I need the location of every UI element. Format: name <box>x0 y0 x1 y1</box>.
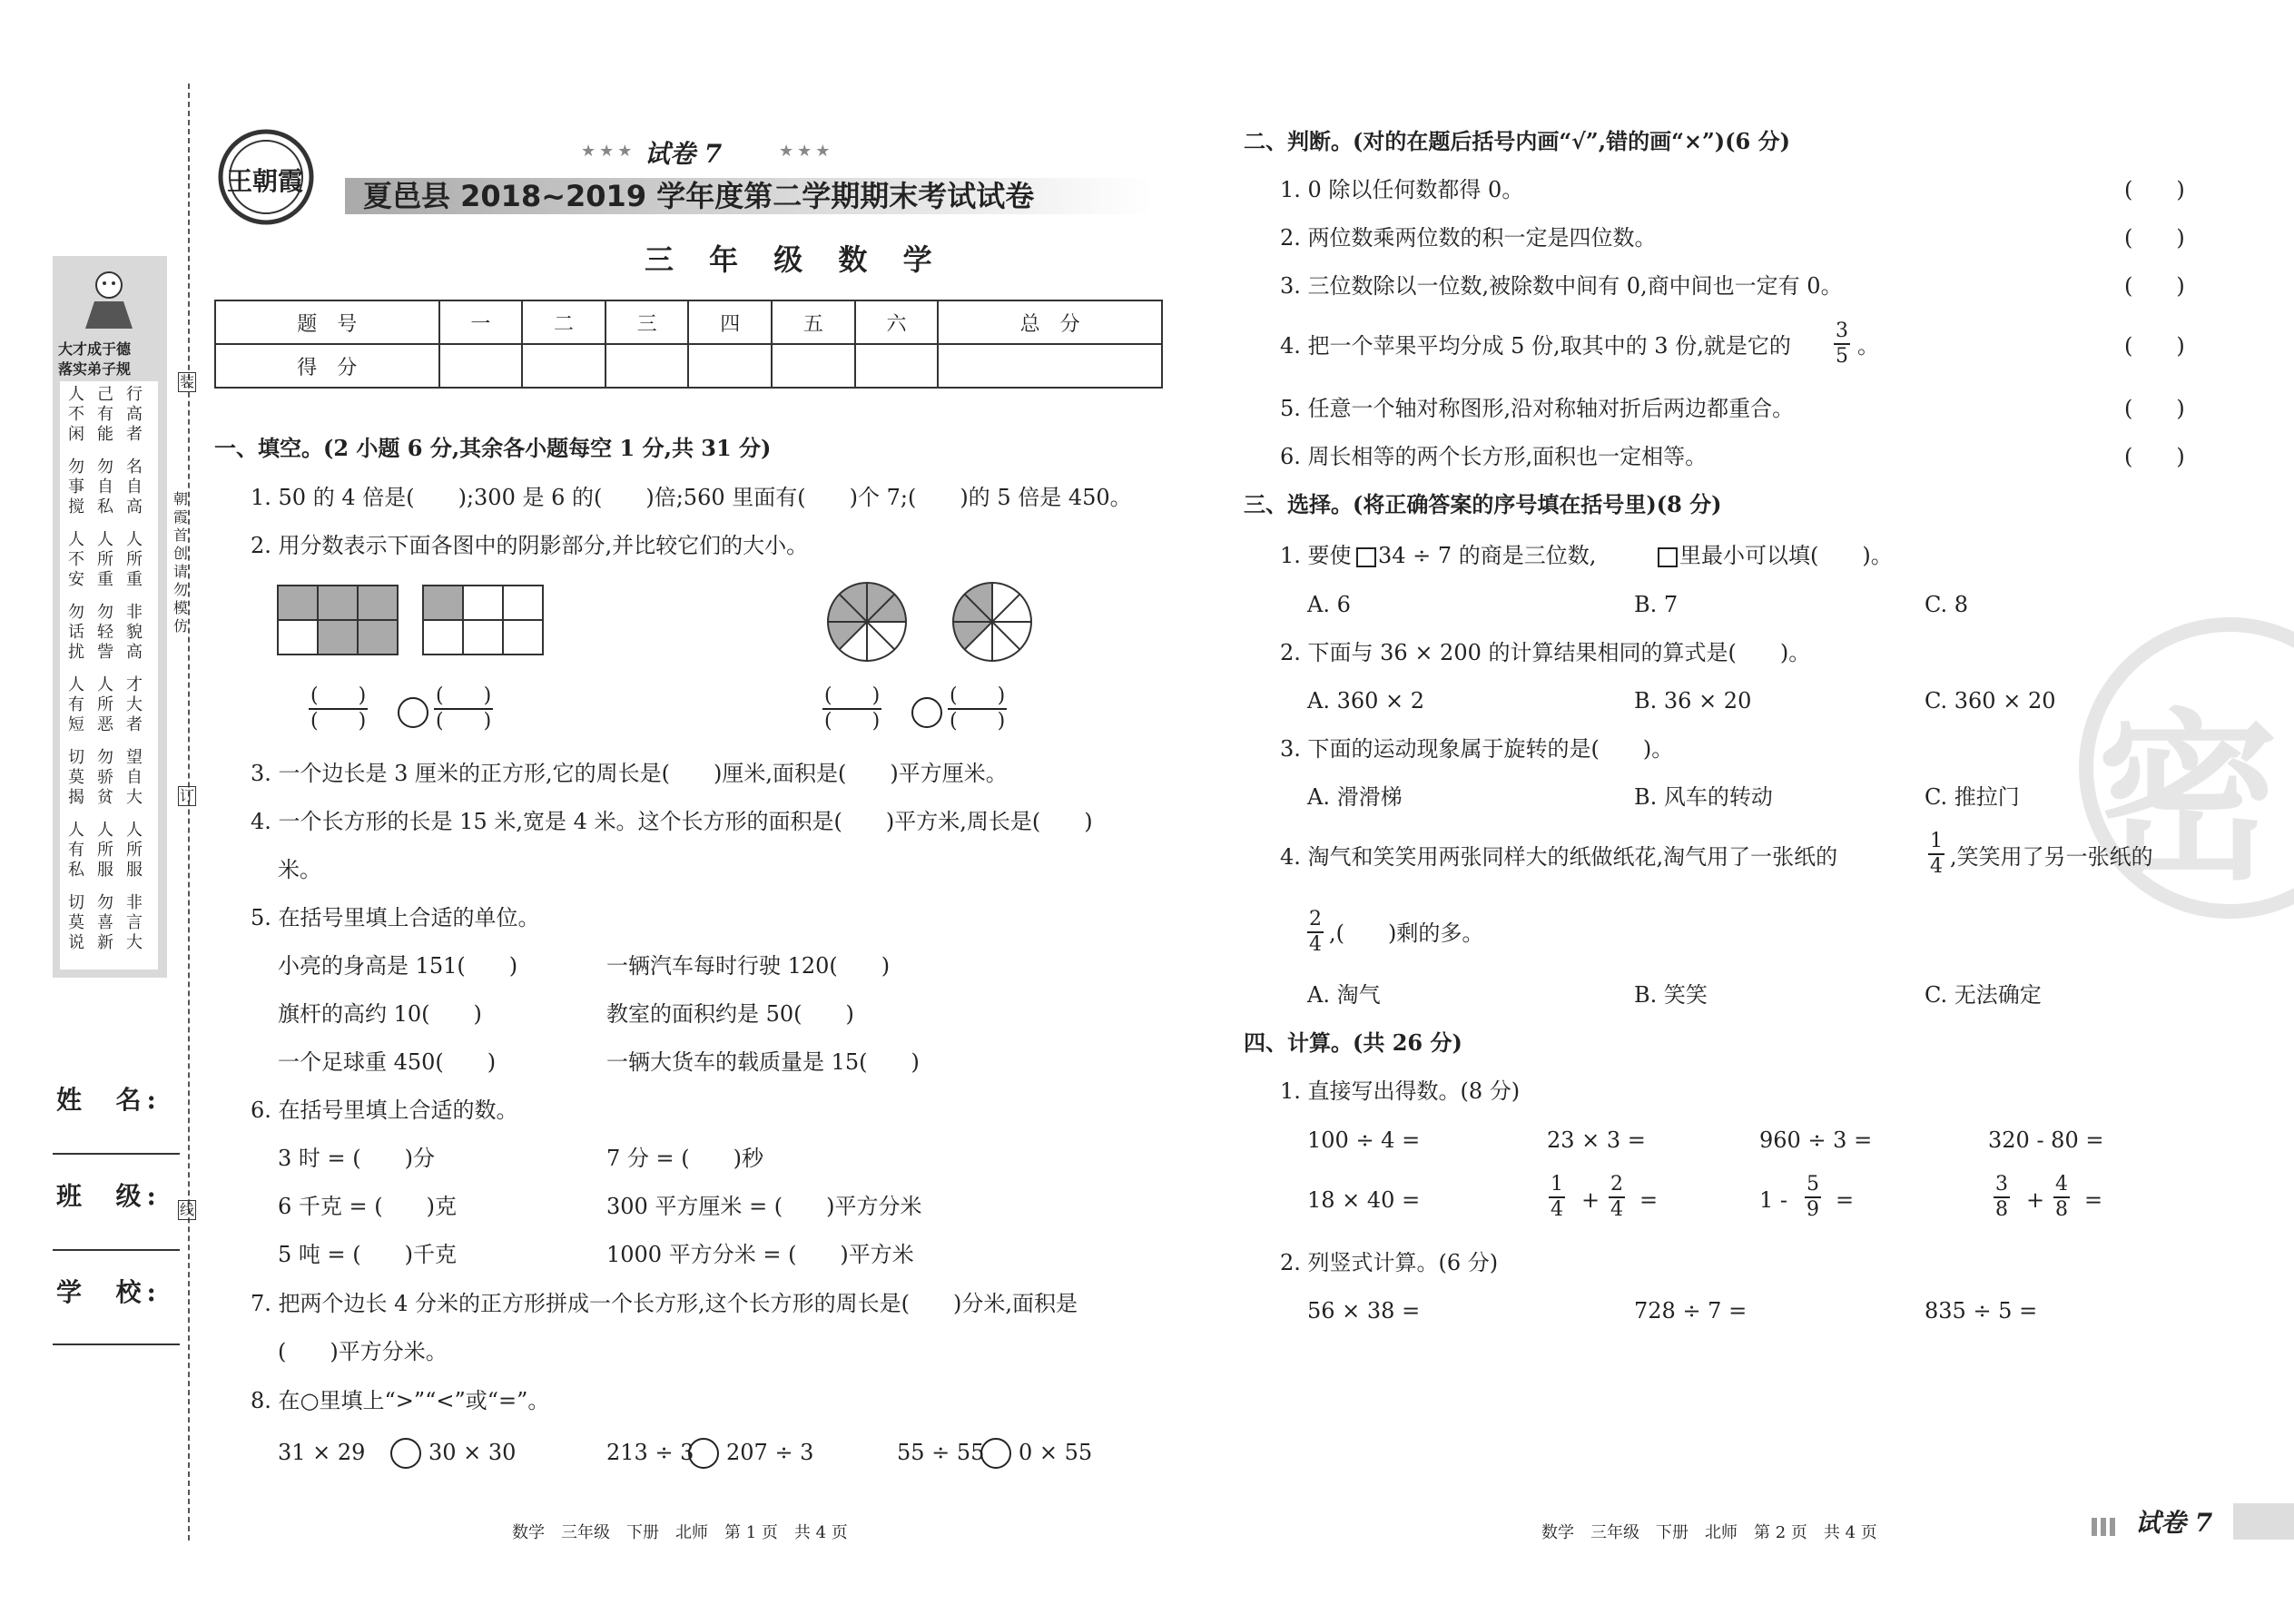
s1-q7-cont: ( )平方分米。 <box>278 1339 448 1364</box>
score-header-cell: 一 <box>439 300 523 344</box>
option[interactable]: B. 笑笑 <box>1634 982 1708 1008</box>
s1-q3: 3. 一个边长是 3 厘米的正方形,它的周长是( )厘米,面积是( )平方厘米。 <box>251 761 1008 786</box>
q5-item: 旗杆的高约 10( ) <box>278 1001 482 1027</box>
logo-text: 王朝霞 <box>227 166 304 196</box>
blank-square[interactable] <box>1356 547 1376 567</box>
fraction: 3 8 <box>1995 1173 2008 1221</box>
s4-sub2: 2. 列竖式计算。(6 分) <box>1280 1250 1499 1275</box>
answer-paren[interactable]: ( ) <box>2124 273 2185 299</box>
cartoon-figure-icon <box>73 265 145 338</box>
answer-paren[interactable]: ( ) <box>2124 396 2185 421</box>
score-cell[interactable] <box>688 344 772 388</box>
sidebar-text-column: 才大者 <box>126 675 143 734</box>
seal-mark: 装 <box>179 373 194 390</box>
q6-item: 7 分 = ( )秒 <box>606 1146 763 1171</box>
sidebar-text-column: 己有能 <box>97 385 113 444</box>
score-cell[interactable] <box>605 344 689 388</box>
option[interactable]: A. 淘气 <box>1307 982 1381 1008</box>
score-cell[interactable] <box>938 344 1162 388</box>
sidebar-text-column: 勿轻訾 <box>97 603 113 662</box>
s3-q4-c: ,( )剩的多。 <box>1329 920 1484 946</box>
s2-item: 5. 任意一个轴对称图形,沿对称轴对折后两边都重合。 <box>1280 396 1795 421</box>
class-label: 班 级: <box>56 1181 162 1211</box>
blank-square[interactable] <box>1658 547 1678 567</box>
tag-dots <box>2092 1518 2117 1536</box>
q8-right-expr: 207 ÷ 3 <box>726 1440 814 1465</box>
sidebar-text-column: 非言大 <box>126 893 143 952</box>
sidebar-text-column: 人有短 <box>68 675 84 734</box>
s3-q1-a: 1. 要使 <box>1280 543 1352 568</box>
calc-item: 23 × 3 = <box>1547 1127 1646 1153</box>
option[interactable]: B. 风车的转动 <box>1634 784 1773 810</box>
q5-item: 一辆汽车每时行驶 120( ) <box>606 953 891 979</box>
score-cell[interactable] <box>439 344 523 388</box>
option[interactable]: A. 滑滑梯 <box>1307 784 1403 810</box>
score-header-cell: 六 <box>855 300 939 344</box>
q8-left-expr: 31 × 29 <box>278 1440 366 1465</box>
q6-item: 5 吨 = ( )千克 <box>278 1242 457 1267</box>
sidebar-text-column: 非貌高 <box>126 603 143 662</box>
sidebar-text-column: 勿喜新 <box>97 893 113 952</box>
sidebar-text-column: 勿话扰 <box>68 603 84 662</box>
answer-fraction[interactable]: ( ) ( ) <box>824 684 881 733</box>
q8-left-expr: 213 ÷ 3 <box>606 1440 694 1465</box>
s2-item: 3. 三位数除以一位数,被除数中间有 0,商中间也一定有 0。 <box>1280 273 1843 299</box>
sidebar-text-column: 名自高 <box>126 458 143 517</box>
sidebar-text-column: 切莫揭 <box>68 748 84 807</box>
fraction: 4 8 <box>2055 1173 2068 1221</box>
option[interactable]: B. 36 × 20 <box>1634 688 1752 714</box>
operator: + <box>2026 1187 2045 1213</box>
circle-figure-2 <box>951 581 1033 666</box>
sidebar-text-column: 勿自私 <box>97 458 113 517</box>
compare-circle[interactable] <box>980 1438 1011 1469</box>
sidebar-text-column: 人不安 <box>68 530 84 589</box>
binding-dashed-line <box>188 84 190 1540</box>
s1-q7: 7. 把两个边长 4 分米的正方形拼成一个长方形,这个长方形的周长是( )分米,面积是 <box>251 1291 1078 1316</box>
footer-page-2: 数学 三年级 下册 北师 第 2 页 共 4 页 <box>1541 1523 1877 1542</box>
q5-item: 小亮的身高是 151( ) <box>278 953 518 979</box>
motto-line-1: 大才成于德 <box>58 340 132 358</box>
seal-mark: 线 <box>179 1201 194 1218</box>
s1-q4-cont: 米。 <box>278 857 321 882</box>
sidebar-text-column: 人有私 <box>68 821 84 880</box>
compare-circle[interactable] <box>911 697 942 728</box>
fraction: 1 4 <box>1930 830 1943 878</box>
option[interactable]: C. 无法确定 <box>1925 982 2042 1008</box>
circle-figure-1 <box>826 581 908 666</box>
score-row-label: 得 分 <box>215 344 439 388</box>
calc-item: 728 ÷ 7 = <box>1634 1298 1748 1324</box>
score-header-cell: 三 <box>605 300 689 344</box>
tag-strip <box>2233 1503 2294 1540</box>
sidebar-text-column: 勿事搅 <box>68 458 84 517</box>
exam-number: 试卷 7 <box>645 139 723 169</box>
q6-item: 300 平方厘米 = ( )平方分米 <box>606 1194 922 1219</box>
answer-paren[interactable]: ( ) <box>2124 333 2185 359</box>
motto-line-2: 落实弟子规 <box>58 360 132 378</box>
s3-q4-a: 4. 淘气和笑笑用两张同样大的纸做纸花,淘气用了一张纸的 <box>1280 844 1838 870</box>
answer-paren[interactable]: ( ) <box>2124 177 2185 202</box>
q6-item: 1000 平方分米 = ( )平方米 <box>606 1242 914 1267</box>
s3-q3: 3. 下面的运动现象属于旋转的是( )。 <box>1280 736 1674 762</box>
compare-circle[interactable] <box>398 697 428 728</box>
sidebar-text-column: 人所服 <box>97 821 113 880</box>
equals: = <box>1639 1187 1659 1213</box>
calc-item: 960 ÷ 3 = <box>1759 1127 1873 1153</box>
section1-heading: 一、填空。(2 小题 6 分,其余各小题每空 1 分,共 31 分) <box>214 435 772 461</box>
s1-q5: 5. 在括号里填上合适的单位。 <box>251 905 540 930</box>
compare-circle[interactable] <box>390 1438 421 1469</box>
fraction-tail: 。 <box>1857 333 1879 359</box>
score-header-cell: 总 分 <box>938 300 1162 344</box>
compare-circle[interactable] <box>688 1438 719 1469</box>
q6-item: 6 千克 = ( )克 <box>278 1194 457 1219</box>
s1-q2: 2. 用分数表示下面各图中的阴影部分,并比较它们的大小。 <box>251 533 809 558</box>
score-cell[interactable] <box>772 344 855 388</box>
fraction: 2 4 <box>1610 1173 1623 1221</box>
s1-q6: 6. 在括号里填上合适的数。 <box>251 1097 518 1123</box>
q6-item: 3 时 = ( )分 <box>278 1146 435 1171</box>
score-header-cell: 二 <box>522 300 605 344</box>
footer-page-1: 数学 三年级 下册 北师 第 1 页 共 4 页 <box>512 1523 848 1542</box>
s2-item: 2. 两位数乘两位数的积一定是四位数。 <box>1280 225 1657 251</box>
fraction: 1 4 <box>1551 1173 1563 1221</box>
q5-item: 教室的面积约是 50( ) <box>606 1001 854 1027</box>
score-header-cell: 五 <box>772 300 855 344</box>
option[interactable]: A. 360 × 2 <box>1307 688 1425 714</box>
score-table <box>214 300 1163 389</box>
fraction: 2 4 <box>1309 908 1322 956</box>
s3-q1-c: 里最小可以填( )。 <box>1679 543 1893 568</box>
school-label: 学 校: <box>56 1277 162 1307</box>
class-field[interactable] <box>53 1249 180 1251</box>
grid-figure-1 <box>278 586 398 655</box>
s3-q4-b: ,笑笑用了另一张纸的 <box>1950 844 2153 870</box>
sidebar-text-column: 人不闲 <box>68 385 84 444</box>
calc-item: 100 ÷ 4 = <box>1307 1127 1421 1153</box>
sidebar-text-column: 人所恶 <box>97 675 113 734</box>
score-cell[interactable] <box>855 344 939 388</box>
score-header-row <box>215 300 1162 344</box>
subject-title: 三 年 级 数 学 <box>645 242 945 277</box>
grid-figure-2 <box>423 586 543 655</box>
answer-fraction[interactable]: ( ) ( ) <box>950 684 1006 733</box>
option[interactable]: C. 360 × 20 <box>1925 688 2056 714</box>
sidebar-text-column: 勿骄贫 <box>97 748 113 807</box>
calc-pre: 1 - <box>1759 1187 1788 1213</box>
answer-paren[interactable]: ( ) <box>2124 225 2185 251</box>
option[interactable]: A. 6 <box>1307 592 1351 617</box>
answer-fraction[interactable]: ( ) ( ) <box>436 684 492 733</box>
answer-fraction[interactable]: ( ) ( ) <box>310 684 367 733</box>
calc-item: 835 ÷ 5 = <box>1925 1298 2038 1324</box>
option[interactable]: C. 8 <box>1925 592 1969 617</box>
sidebar-text-column: 望自大 <box>126 748 143 807</box>
s1-q1: 1. 50 的 4 倍是( );300 是 6 的( )倍;560 里面有( )个 7;( )的 5 倍是 450。 <box>251 485 1132 510</box>
sidebar-text-column: 行高者 <box>126 385 143 444</box>
name-label: 姓 名: <box>56 1085 162 1115</box>
score-cell[interactable] <box>522 344 605 388</box>
s2-item: 6. 周长相等的两个长方形,面积也一定相等。 <box>1280 444 1708 469</box>
school-field[interactable] <box>53 1343 180 1345</box>
sidebar-text-column: 切莫说 <box>68 893 84 952</box>
q8-right-expr: 0 × 55 <box>1019 1440 1093 1465</box>
q8-right-expr: 30 × 30 <box>428 1440 517 1465</box>
sidebar-text-column: 人所服 <box>126 821 143 880</box>
score-value-row <box>215 344 1162 388</box>
calc-item: 56 × 38 = <box>1307 1298 1421 1324</box>
q8-left-expr: 55 ÷ 55 <box>897 1440 985 1465</box>
s2-item: 4. 把一个苹果平均分成 5 份,取其中的 3 份,就是它的 <box>1280 333 1791 359</box>
score-header-cell: 题 号 <box>215 300 439 344</box>
score-header-cell: 四 <box>688 300 772 344</box>
equals: = <box>2084 1187 2103 1213</box>
fraction: 5 9 <box>1807 1173 1819 1221</box>
seal-mark: 订 <box>179 787 194 804</box>
section4-heading: 四、计算。(共 26 分) <box>1244 1029 1462 1056</box>
s4-sub1: 1. 直接写出得数。(8 分) <box>1280 1078 1521 1104</box>
section2-heading: 二、判断。(对的在题后括号内画“√”,错的画“×”)(6 分) <box>1244 128 1790 154</box>
q5-item: 一辆大货车的载质量是 15( ) <box>606 1049 920 1075</box>
stars-right: ★★★ <box>779 142 834 161</box>
q5-item: 一个足球重 450( ) <box>278 1049 497 1075</box>
exam-tag: 试卷 7 <box>2135 1508 2213 1538</box>
s2-item: 1. 0 除以任何数都得 0。 <box>1280 177 1524 202</box>
sidebar-text-column: 人所重 <box>126 530 143 589</box>
answer-paren[interactable]: ( ) <box>2124 444 2185 469</box>
s1-q4: 4. 一个长方形的长是 15 米,宽是 4 米。这个长方形的面积是( )平方米,周长是( ) <box>251 809 1093 834</box>
stars-left: ★★★ <box>581 142 636 161</box>
s3-q1-b: 34 ÷ 7 的商是三位数, <box>1378 543 1597 568</box>
s3-q2: 2. 下面与 36 × 200 的计算结果相同的算式是( )。 <box>1280 640 1811 665</box>
stamp-char: 密 <box>2097 692 2279 905</box>
calc-item: 320 - 80 = <box>1988 1127 2104 1153</box>
calc-item: 18 × 40 = <box>1307 1187 1421 1213</box>
option[interactable]: C. 推拉门 <box>1925 784 2020 810</box>
fraction: 3 5 <box>1836 320 1848 368</box>
s1-q8: 8. 在○里填上“>”“<”或“=”。 <box>251 1388 550 1413</box>
exam-title: 夏邑县 2018~2019 学年度第二学期期末考试试卷 <box>363 179 1035 213</box>
equals: = <box>1836 1187 1855 1213</box>
sidebar-note: 朝霞首创 请勿模仿 <box>172 490 188 635</box>
option[interactable]: B. 7 <box>1634 592 1679 617</box>
name-field[interactable] <box>53 1153 180 1155</box>
operator: + <box>1581 1187 1600 1213</box>
section3-heading: 三、选择。(将正确答案的序号填在括号里)(8 分) <box>1244 491 1722 517</box>
sidebar-text-column: 人所重 <box>97 530 113 589</box>
